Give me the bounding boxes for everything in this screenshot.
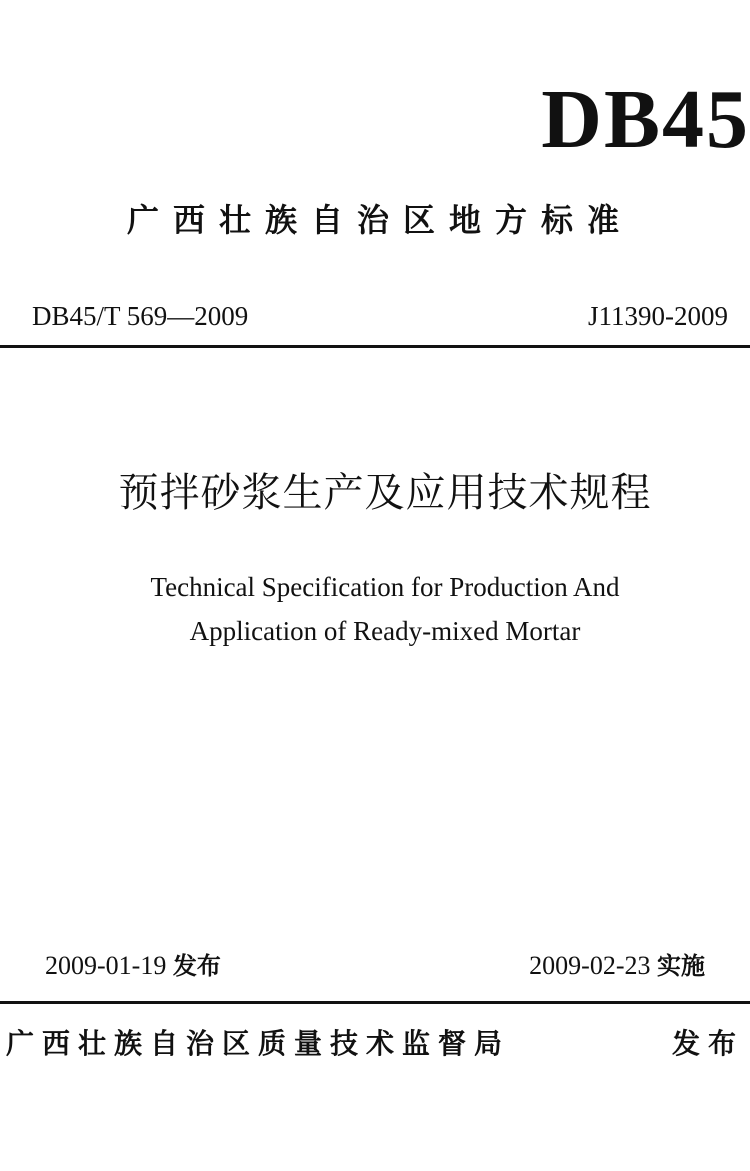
english-title-line-2: Application of Ready-mixed Mortar	[189, 616, 581, 646]
issuing-authority: 广西壮族自治区质量技术监督局	[6, 1027, 511, 1060]
filing-number: J11390-2009	[588, 301, 728, 331]
effective-date: 2009-02-23	[529, 951, 651, 980]
effective-label: 实施	[657, 952, 705, 980]
document-number: DB45/T 569—2009	[32, 301, 249, 331]
release-date: 2009-01-19	[45, 951, 167, 980]
release-label: 发布	[172, 952, 221, 980]
bottom-divider	[0, 1001, 750, 1004]
english-title-line-1: Technical Specification for Production And	[150, 572, 620, 602]
chinese-title: 预拌砂浆生产及应用技术规程	[118, 470, 652, 516]
standard-code: DB45	[541, 73, 750, 166]
standard-type: 广西壮族自治区地方标准	[126, 201, 633, 239]
issuer-action: 发布	[671, 1027, 744, 1060]
top-divider	[0, 345, 750, 348]
effective-date-block	[529, 949, 705, 983]
release-date-block	[45, 949, 221, 983]
